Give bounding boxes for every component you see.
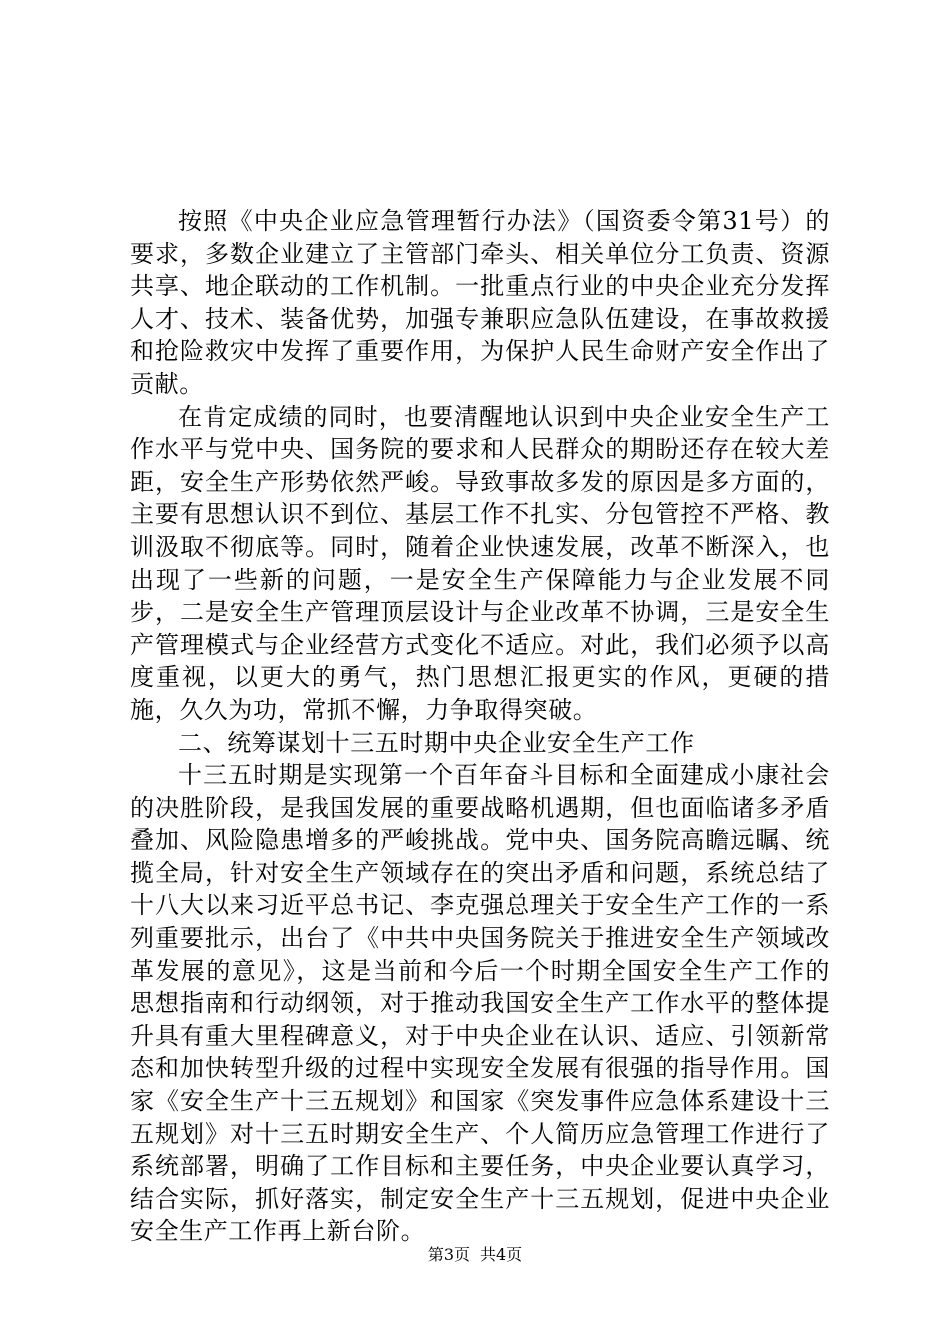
- page-number-total: 共4页: [480, 1245, 523, 1264]
- document-body: [130, 205, 830, 1248]
- section-heading: 二、统筹谋划十三五时期中央企业安全生产工作: [178, 728, 695, 757]
- page-footer: [0, 1245, 950, 1265]
- paragraph-1: 按照《中央企业应急管理暂行办法》（国资委令第31号）的要求，多数企业建立了主管部门牵头、相关单位分工负责、资源共享、地企联动的工作机制。一批重点行业的中央企业充分发挥人才、技术、装备优势，加强专兼职应急队伍建设，在事故救援和抢险救灾中发挥了重要作用，为保护人民生命财产安全作出了贡献。: [130, 207, 830, 398]
- paragraph-3: 十三五时期是实现第一个百年奋斗目标和全面建成小康社会的决胜阶段，是我国发展的重要战略机遇期，但也面临诸多矛盾叠加、风险隐患增多的严峻挑战。党中央、国务院高瞻远瞩、统揽全局，针对安全生产领域存在的突出矛盾和问题，系统总结了十八大以来习近平总书记、李克强总理关于安全生产工作的一系列重要批示，出台了《中共中央国务院关于推进安全生产领域改革发展的意见》，这是当前和今后一个时期全国安全生产工作的思想指南和行动纲领，对于推动我国安全生产工作水平的整体提升具有重大里程碑意义，对于中央企业在认识、适应、引领新常态和加快转型升级的过程中实现安全发展有很强的指导作用。国家《安全生产十三五规划》和国家《突发事件应急体系建设十三五规划》对十三五时期安全生产、个人简历应急管理工作进行了系统部署，明确了工作目标和主要任务，中央企业要认真学习，结合实际，抓好落实，制定安全生产十三五规划，促进中央企业安全生产工作再上新台阶。: [130, 761, 830, 1246]
- page-number-current: 第3页: [427, 1245, 470, 1264]
- paragraph-2: 在肯定成绩的同时，也要清醒地认识到中央企业安全生产工作水平与党中央、国务院的要求和人民群众的期盼还存在较大差距，安全生产形势依然严峻。导致事故多发的原因是多方面的，主要有思想认识不到位、基层工作不扎实、分包管控不严格、教训汲取不彻底等。同时，随着企业快速发展，改革不断深入，也出现了一些新的问题，一是安全生产保障能力与企业发展不同步，二是安全生产管理顶层设计与企业改革不协调，三是安全生产管理模式与企业经营方式变化不适应。对此，我们必须予以高度重视，以更大的勇气，热门思想汇报更实的作风，更硬的措施，久久为功，常抓不懈，力争取得突破。: [130, 402, 830, 724]
